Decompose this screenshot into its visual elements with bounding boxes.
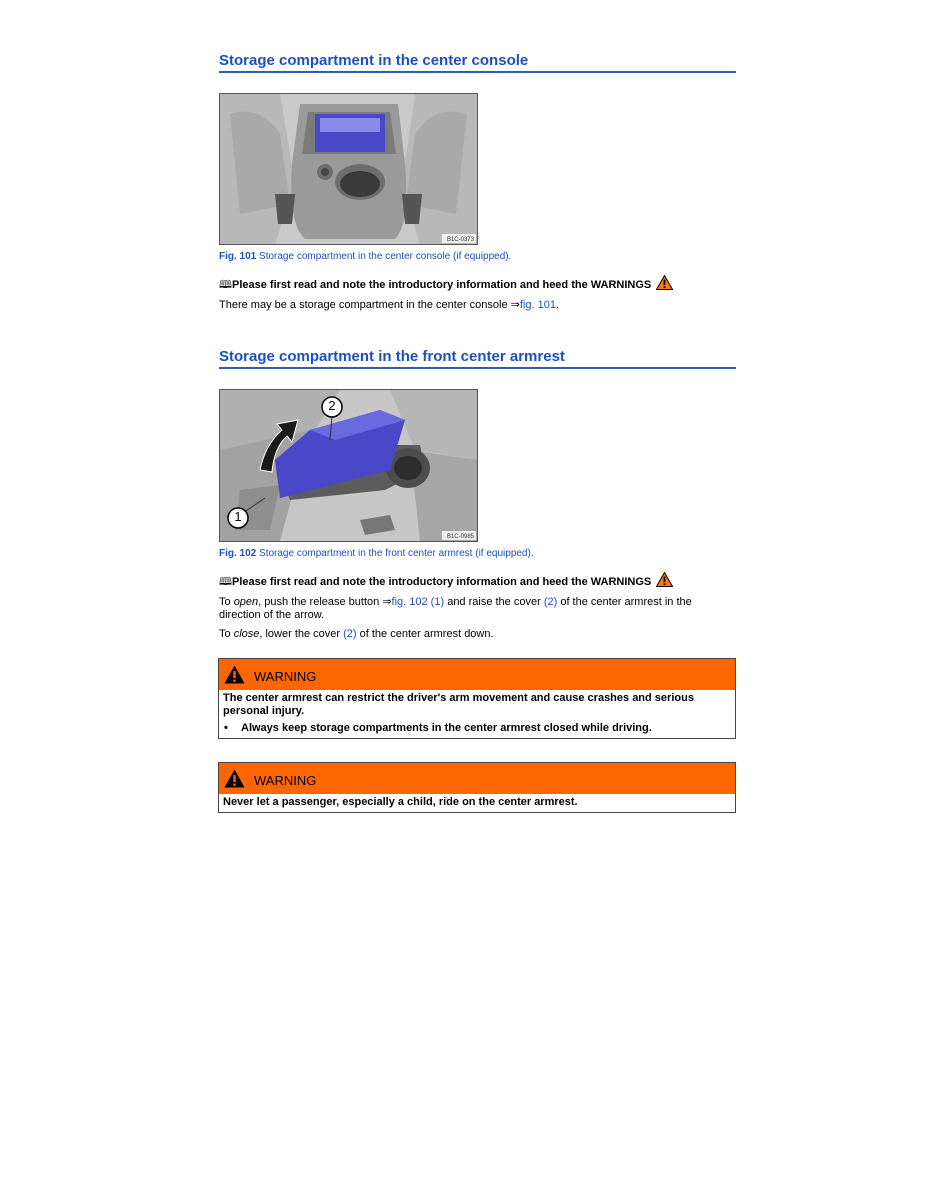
paragraph-text: There may be a storage compartment in the center console [219, 299, 511, 311]
arrow-symbol: ⇒ [510, 299, 520, 311]
intro-note-1 [219, 275, 673, 295]
warning-bullet-text: Always keep storage compartments in the center armrest closed while driving. [241, 722, 652, 734]
paragraph-center-console [219, 299, 734, 312]
figure-101-image [219, 93, 478, 245]
warning-bullet [223, 722, 731, 735]
open-emphasis: open [233, 596, 259, 608]
paragraph-open-armrest [219, 596, 734, 622]
warning-triangle-icon [656, 275, 673, 290]
warning-box-1 [218, 658, 736, 739]
warning-text: The center armrest can restrict the driver's arm movement and cause crashes and serious personal injury. [223, 692, 694, 717]
warning-text: Never let a passenger, especially a child, ride on the center armrest. [223, 796, 578, 808]
open-text-2: , push the release button [258, 596, 383, 608]
callout-2-link[interactable]: (2) [543, 596, 558, 608]
close-emphasis: close [233, 628, 260, 640]
intro-note-1-text: Please first read and note the introductory information and heed the WARNINGS [231, 279, 652, 291]
intro-note-2 [219, 572, 673, 592]
warning-body [219, 794, 735, 812]
warning-triangle-icon [224, 665, 245, 684]
warning-triangle-icon [656, 572, 673, 587]
callout-1: 1 [234, 509, 242, 524]
figure-102-image [219, 389, 478, 542]
book-icon: 🕮 [219, 576, 232, 588]
figure-102-number: Fig. 102 [219, 548, 257, 559]
open-text-1: To [219, 596, 234, 608]
callout-2: 2 [328, 398, 336, 413]
section-title-center-console: Storage compartment in the center console [219, 52, 736, 73]
close-text-1: To [219, 628, 234, 640]
figure-101-caption-text: Storage compartment in the center console (if equipped). [259, 251, 512, 262]
warning-triangle-icon [224, 769, 245, 788]
close-text-3: of the center armrest down. [356, 628, 494, 640]
intro-note-2-text: Please first read and note the introductory information and heed the WARNINGS [231, 576, 652, 588]
open-text-4: of the center armrest in the direction of the arrow. [219, 596, 692, 621]
callout-2-link[interactable]: (2) [343, 628, 357, 640]
warning-header [219, 659, 735, 690]
warning-header [219, 763, 735, 794]
fig-101-link[interactable]: fig. 101 [519, 299, 556, 311]
figure-101-number: Fig. 101 [219, 251, 257, 262]
figure-101-caption [219, 251, 511, 262]
warning-label: WARNING [254, 773, 317, 788]
figure-101-code: B1C-0373 [446, 237, 474, 243]
paragraph-close-armrest [219, 628, 734, 641]
section-title-front-center-armrest: Storage compartment in the front center armrest [219, 348, 736, 369]
figure-102-code: B1C-0985 [446, 534, 474, 540]
warning-box-2 [218, 762, 736, 813]
figure-102-caption-text: Storage compartment in the front center armrest (if equipped). [259, 548, 534, 559]
warning-body [219, 690, 735, 738]
open-text-3: and raise the cover [444, 596, 544, 608]
close-text-2: , lower the cover [259, 628, 344, 640]
book-icon: 🕮 [219, 279, 232, 291]
arrow-symbol: ⇒ [382, 596, 392, 608]
fig-102-link[interactable]: fig. 102 (1) [391, 596, 445, 608]
bullet-symbol: • [224, 722, 228, 734]
figure-102-caption [219, 548, 534, 559]
paragraph-end: . [555, 299, 560, 311]
warning-label: WARNING [254, 669, 317, 684]
